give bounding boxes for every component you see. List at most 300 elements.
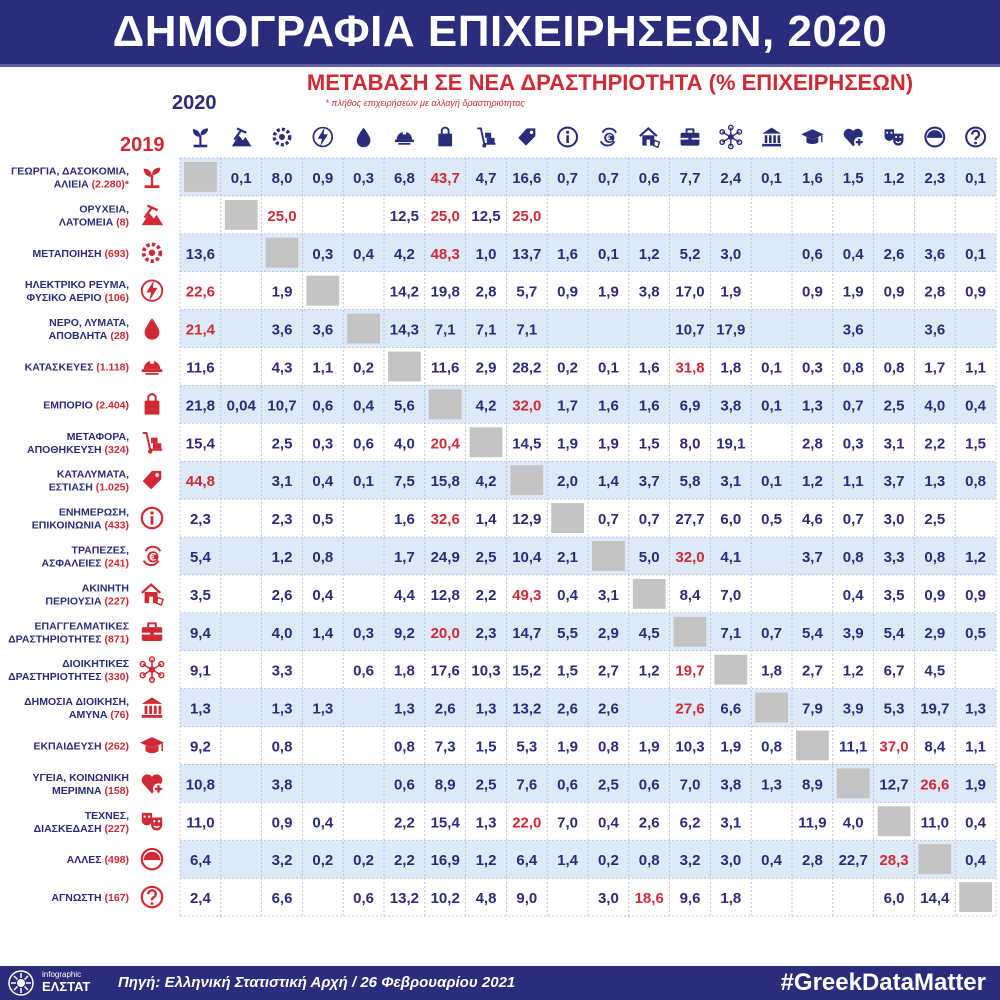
cell-value: 2,2 (393, 852, 415, 870)
row-label (59, 203, 129, 228)
cell-value: 3,8 (271, 776, 293, 794)
cell-value: 0,4 (842, 586, 864, 604)
cell-value: 5,5 (557, 624, 579, 642)
cell-value: 0,1 (761, 473, 783, 491)
cell-value: 0,8 (842, 359, 864, 377)
shopping-bag-icon (145, 394, 160, 414)
cell-value: 0,6 (557, 776, 579, 794)
cell-value: 0,2 (312, 852, 334, 870)
diagonal-cell (837, 768, 870, 798)
cell-value: 19,8 (430, 283, 460, 301)
cell-value: 2,8 (475, 283, 497, 301)
cell-value: 5,8 (679, 473, 701, 491)
cell-value: 7,5 (393, 473, 415, 491)
row-count: (262) (101, 740, 129, 753)
cell-value: 1,8 (720, 359, 742, 377)
cell-value: 3,2 (679, 852, 701, 870)
row-count: (2.280)* (88, 178, 129, 191)
cell-value: 7,1 (516, 321, 538, 339)
cell-value: 3,6 (924, 321, 946, 339)
cell-value: 0,7 (638, 511, 660, 529)
cell-value: 1,3 (312, 700, 334, 718)
cell-value: 44,8 (185, 473, 216, 491)
drop-icon (145, 318, 160, 339)
diagonal-cell (429, 389, 462, 419)
cell-value: 4,0 (393, 435, 415, 453)
cell-value: 1,9 (965, 776, 987, 794)
cell-value: 0,9 (312, 169, 334, 187)
cell-value: 27,7 (675, 511, 705, 529)
cell-value: 1,1 (965, 359, 987, 377)
diagonal-cell (918, 844, 951, 874)
cell-value: 1,5 (842, 169, 864, 187)
cell-value: 2,9 (597, 624, 619, 642)
cell-value: 0,7 (761, 624, 783, 642)
cell-value: 1,4 (597, 473, 619, 491)
cell-value: 15,2 (512, 662, 542, 680)
cell-value: 0,2 (557, 359, 579, 377)
cell-value: 9,4 (189, 624, 211, 642)
row-count: (1.025) (92, 481, 129, 494)
row-label-line: ΕΠΑΓΓΕΛΜΑΤΙΚΕΣ (34, 620, 129, 633)
cell-value: 0,8 (597, 738, 619, 756)
lightning-icon (142, 280, 162, 300)
cell-value: 11,9 (798, 814, 827, 832)
row-label-line: ΛΑΤΟΜΕΙΑ (58, 216, 114, 229)
cell-value: 5,3 (516, 738, 538, 756)
cell-value: 7,6 (516, 776, 538, 794)
diagonal-cell (551, 503, 584, 533)
cell-value: 13,7 (512, 245, 542, 263)
cell-value: 2,7 (597, 662, 619, 680)
cell-value: 1,5 (557, 662, 579, 680)
cell-value: 3,1 (271, 473, 293, 491)
row-label-line: ΦΥΣΙΚΟ ΑΕΡΙΟ (26, 292, 102, 305)
row-label (8, 658, 129, 683)
cell-value: 5,4 (189, 548, 211, 566)
cell-value: 1,6 (393, 511, 415, 529)
row-label (34, 810, 129, 835)
cell-value: 0,6 (353, 435, 375, 453)
cell-value: 1,6 (557, 245, 579, 263)
cell-value: 2,0 (557, 473, 579, 491)
network-icon (140, 657, 163, 682)
diagonal-cell (266, 238, 299, 268)
cell-value: 1,9 (597, 283, 619, 301)
row-label-line: ΔΙΟΙΚΗΤΙΚΕΣ (62, 658, 129, 671)
cell-value: 5,7 (516, 283, 538, 301)
cell-value: 3,2 (271, 852, 293, 870)
cell-value: 1,2 (883, 169, 905, 187)
source-text: Πηγή: Ελληνική Στατιστική Αρχή / 26 Φεβρουαρίου 2021 (118, 974, 516, 991)
cell-value: 0,6 (353, 890, 375, 908)
cell-value: 49,3 (512, 586, 542, 604)
cell-value: 25,0 (267, 207, 297, 225)
cell-value: 3,1 (720, 814, 742, 832)
cell-value: 32,0 (675, 548, 705, 566)
question-icon (142, 887, 162, 907)
cell-value: 14,7 (512, 624, 542, 642)
cell-value: 6,4 (516, 852, 538, 870)
row-label-line: ΑΣΦΑΛΕΙΕΣ (41, 557, 102, 570)
cell-value: 21,8 (185, 397, 216, 415)
cell-value: 0,6 (393, 776, 415, 794)
cell-value: 0,7 (842, 511, 864, 529)
cell-value: 2,3 (475, 624, 497, 642)
cell-value: 3,5 (189, 586, 211, 604)
cell-value: 3,6 (271, 321, 293, 339)
cell-value: 8,0 (679, 435, 701, 453)
cell-value: 4,2 (475, 473, 497, 491)
cell-value: 0,3 (842, 435, 864, 453)
cell-value: 2,8 (801, 435, 823, 453)
cell-value: 1,3 (189, 700, 211, 718)
network-icon (720, 125, 742, 148)
row-label-line: ΕΚΠΑΙΔΕΥΣΗ (33, 740, 102, 753)
cell-value: 20,4 (430, 435, 460, 453)
row-label-line: ΑΓΝΩΣΤΗ (51, 892, 102, 905)
cell-value: 28,2 (512, 359, 542, 377)
cell-value: 3,8 (720, 397, 742, 415)
cell-value: 3,8 (638, 283, 660, 301)
cell-value: 13,2 (389, 890, 420, 908)
cell-value: 3,9 (842, 624, 864, 642)
cell-value: 0,7 (557, 169, 579, 187)
cell-value: 0,8 (924, 548, 946, 566)
cell-value: 4,3 (271, 359, 293, 377)
cell-value: 2,6 (271, 586, 293, 604)
cell-value: 43,7 (430, 169, 460, 187)
cell-value: 20,0 (430, 624, 460, 642)
gear-icon (274, 129, 289, 144)
cell-value: 3,1 (883, 435, 905, 453)
cell-value: 3,0 (883, 511, 905, 529)
row-count: (498) (101, 854, 129, 867)
cell-value: 0,4 (312, 814, 334, 832)
cell-value: 1,3 (475, 814, 497, 832)
cell-value: 2,9 (475, 359, 497, 377)
row-count: (227) (101, 822, 129, 835)
cell-value: 8,4 (679, 586, 701, 604)
cell-value: 6,7 (883, 662, 905, 680)
hashtag: #GreekDataMatter (780, 969, 986, 996)
cell-value: 19,1 (716, 435, 746, 453)
cell-value: 1,1 (312, 359, 334, 377)
cell-value: 1,2 (475, 852, 497, 870)
row-label (24, 696, 129, 721)
cell-value: 19,7 (920, 700, 950, 718)
cell-value: 7,0 (720, 586, 742, 604)
cell-value: 0,9 (965, 283, 987, 301)
cell-value: 37,0 (879, 738, 909, 756)
cell-value: 1,3 (393, 700, 415, 718)
row-label (45, 582, 129, 607)
cell-value: 6,0 (883, 890, 905, 908)
row-label-line: ΕΠΙΚΟΙΝΩΝΙΑ (31, 519, 102, 532)
footer-bar (0, 966, 1000, 1000)
cell-value: 2,3 (924, 169, 946, 187)
row-label-line: ΕΝΗΜΕΡΩΣΗ, (58, 506, 129, 519)
cell-value: 0,7 (842, 397, 864, 415)
cell-value: 7,3 (434, 738, 456, 756)
government-building-icon (142, 697, 162, 717)
cell-value: 1,9 (271, 283, 293, 301)
row-label-line: ΚΑΤΑΛΥΜΑΤΑ, (56, 468, 129, 481)
row-count: (871) (101, 633, 129, 646)
cell-value: 14,3 (389, 321, 420, 339)
row-label (43, 399, 129, 411)
cell-value: 2,2 (924, 435, 946, 453)
cell-value: 2,5 (597, 776, 619, 794)
elstat-logo-icon (8, 970, 34, 996)
cell-value: 1,0 (475, 245, 497, 263)
cell-value: 9,0 (516, 890, 538, 908)
row-label (32, 248, 129, 260)
cell-value: 17,6 (430, 662, 460, 680)
row-label (25, 279, 129, 304)
row-label-line: ΜΕΤΑΠΟΙΗΣΗ (32, 247, 102, 260)
cell-value: 5,3 (883, 700, 905, 718)
cell-value: 9,2 (393, 624, 415, 642)
theater-masks-icon (885, 129, 904, 145)
cell-value: 3,3 (271, 662, 293, 680)
cell-value: 0,4 (842, 245, 864, 263)
cell-value: 1,9 (557, 738, 579, 756)
cell-value: 1,5 (965, 435, 987, 453)
graduation-cap-icon (801, 129, 823, 144)
cell-value: 2,6 (638, 814, 660, 832)
cell-value: 1,3 (801, 397, 823, 415)
row-label-line: ΑΚΙΝΗΤΗ (81, 582, 129, 595)
cell-value: 3,9 (842, 700, 864, 718)
cell-value: 13,2 (512, 700, 542, 718)
cell-value: 19,7 (675, 662, 705, 680)
mining-icon (232, 128, 252, 146)
row-label-line: ΕΜΠΟΡΙΟ (43, 399, 93, 412)
cell-value: 0,1 (761, 397, 783, 415)
cell-value: 0,3 (312, 435, 334, 453)
cell-value: 0,8 (271, 738, 293, 756)
cell-value: 0,9 (965, 586, 987, 604)
row-count: (2.404) (92, 399, 129, 412)
cell-value: 10,4 (512, 548, 542, 566)
cell-value: 3,1 (720, 473, 742, 491)
page-title: ΔΗΜΟΓΡΑΦΙΑ ΕΠΙΧΕΙΡΗΣΕΩΝ, 2020 (112, 7, 888, 56)
cell-value: 24,9 (430, 548, 460, 566)
cell-value: 4,2 (475, 397, 497, 415)
cell-value: 15,4 (185, 435, 216, 453)
row-label (49, 469, 129, 494)
cell-value: 15,4 (430, 814, 460, 832)
plant-icon (144, 168, 161, 188)
house-tag-icon (142, 585, 163, 605)
cell-value: 7,7 (679, 169, 701, 187)
row-label-line: ΔΙΑΣΚΕΔΑΣΗ (33, 822, 102, 835)
cell-value: 1,7 (924, 359, 946, 377)
helmet-icon (142, 358, 162, 374)
diagonal-cell (184, 162, 217, 192)
cell-value: 0,8 (761, 738, 783, 756)
cell-value: 2,5 (475, 776, 497, 794)
cell-value: 1,2 (638, 662, 660, 680)
row-label-line: ΤΕΧΝΕΣ, (84, 809, 129, 822)
brand-name: ΕΛΣΤΑΤ (42, 979, 91, 994)
cell-value: 0,3 (312, 245, 334, 263)
cell-value: 10,7 (267, 397, 297, 415)
cell-value: 9,1 (189, 662, 211, 680)
cell-value: 6,6 (271, 890, 293, 908)
cell-value: 2,4 (720, 169, 742, 187)
cell-value: 1,7 (393, 548, 415, 566)
cell-value: 2,2 (475, 586, 497, 604)
cell-value: 1,5 (638, 435, 660, 453)
cell-value: 16,9 (430, 852, 460, 870)
cell-value: 6,2 (679, 814, 701, 832)
cell-value: 0,6 (312, 397, 334, 415)
cell-value: 1,6 (638, 359, 660, 377)
cell-value: 2,9 (924, 624, 946, 642)
cell-value: 6,9 (679, 397, 701, 415)
cell-value: 1,2 (965, 548, 987, 566)
diagonal-cell (796, 731, 829, 761)
cell-value: 1,8 (761, 662, 783, 680)
cell-value: 1,2 (271, 548, 293, 566)
cell-value: 22,7 (838, 852, 868, 870)
row-count: (433) (101, 519, 129, 532)
cell-value: 7,0 (557, 814, 579, 832)
cell-value: 8,9 (434, 776, 456, 794)
cell-value: 0,5 (312, 511, 334, 529)
cell-value: 1,1 (965, 738, 987, 756)
row-label (8, 620, 129, 645)
cell-value: 0,5 (761, 511, 783, 529)
row-label-line: ΑΜΥΝΑ (68, 709, 108, 722)
cell-value: 0,1 (597, 359, 619, 377)
cell-value: 0,4 (965, 852, 987, 870)
house-tag-icon (640, 128, 660, 147)
cell-value: 0,4 (312, 473, 334, 491)
cell-value: 11,6 (431, 359, 460, 377)
cell-value: 0,3 (353, 624, 375, 642)
row-label (32, 772, 129, 797)
cell-value: 1,3 (271, 700, 293, 718)
diagonal-cell (674, 617, 707, 647)
cell-value: 4,0 (271, 624, 293, 642)
diagonal-cell (714, 655, 747, 685)
diagonal-cell (959, 882, 992, 912)
footnote: * πλήθος επιχειρήσεων με αλλαγή δραστηριότητας (325, 98, 525, 108)
cell-value: 12,8 (430, 586, 460, 604)
diagonal-cell (878, 806, 911, 836)
cell-value: 0,2 (353, 852, 375, 870)
row-count: (76) (107, 709, 129, 722)
row-count: (158) (101, 784, 129, 797)
cell-value: 11,0 (920, 814, 949, 832)
row-count: (28) (107, 330, 129, 343)
cell-value: 4,5 (924, 662, 946, 680)
cell-value: 0,9 (883, 283, 905, 301)
diagonal-cell (755, 693, 788, 723)
half-circle-icon (142, 849, 162, 869)
cell-value: 4,5 (638, 624, 660, 642)
cell-value: 0,4 (761, 852, 783, 870)
cell-value: 18,6 (634, 890, 664, 908)
row-label-line: ΟΡΥΧΕΙΑ, (79, 203, 129, 216)
row-count: (167) (101, 892, 129, 905)
cell-value: 2,4 (189, 890, 211, 908)
hand-truck-icon (143, 433, 163, 454)
cell-value: 0,9 (557, 283, 579, 301)
cell-value: 11,0 (186, 814, 215, 832)
cell-value: 9,6 (679, 890, 701, 908)
cell-value: 13,6 (185, 245, 216, 263)
row-label-line: ΑΛΛΕΣ (66, 854, 102, 867)
heart-cross-icon (142, 774, 164, 794)
cell-value: 0,04 (226, 397, 256, 415)
cell-value: 1,7 (557, 397, 579, 415)
cell-value: 0,2 (597, 852, 619, 870)
cell-value: 0,4 (557, 586, 579, 604)
cell-value: 7,9 (801, 700, 823, 718)
row-label (27, 431, 129, 456)
cell-value: 1,2 (638, 245, 660, 263)
cell-value: 2,7 (801, 662, 823, 680)
key-tag-icon (143, 471, 162, 490)
cell-value: 0,4 (353, 397, 375, 415)
cell-value: 4,0 (842, 814, 864, 832)
cell-value: 3,6 (924, 245, 946, 263)
cell-value: 1,9 (597, 435, 619, 453)
row-label (33, 740, 129, 752)
cell-value: 16,6 (512, 169, 542, 187)
cell-value: 2,8 (924, 283, 946, 301)
plant-icon (193, 128, 208, 147)
row-label-line: ΔΗΜΟΣΙΑ ΔΙΟΙΚΗΣΗ, (24, 696, 129, 709)
cell-value: 15,8 (430, 473, 460, 491)
cell-value: 3,0 (720, 245, 742, 263)
diagonal-cell (347, 314, 380, 344)
row-label-line: ΕΣΤΙΑΣΗ (48, 481, 93, 494)
cell-value: 0,1 (761, 359, 783, 377)
cell-value: 17,0 (675, 283, 705, 301)
cell-value: 7,1 (434, 321, 456, 339)
column-year-label: 2020 (172, 92, 217, 114)
cell-value: 1,1 (842, 473, 864, 491)
cell-value: 11,6 (186, 359, 215, 377)
diagonal-cell (388, 352, 421, 382)
cell-value: 25,0 (512, 207, 542, 225)
cell-value: 1,9 (720, 283, 742, 301)
cell-value: 12,7 (879, 776, 909, 794)
cell-value: 2,6 (557, 700, 579, 718)
cell-value: 4,2 (393, 245, 415, 263)
diagonal-cell (225, 200, 258, 230)
cell-value: 2,2 (393, 814, 415, 832)
briefcase-icon (142, 623, 162, 641)
cell-value: 9,2 (189, 738, 211, 756)
cell-value: 5,2 (679, 245, 701, 263)
row-label-line: ΗΛΕΚΤΡΙΚΟ ΡΕΥΜΑ, (25, 279, 129, 292)
cell-value: 14,5 (512, 435, 542, 453)
cell-value: 10,3 (675, 738, 705, 756)
cell-value: 0,6 (638, 776, 660, 794)
row-label-line: ΑΠΟΒΛΗΤΑ (48, 330, 108, 343)
cell-value: 17,9 (716, 321, 746, 339)
cell-value: 5,6 (393, 397, 415, 415)
row-label (32, 507, 129, 532)
cell-value: 4,4 (393, 586, 415, 604)
cell-value: 0,4 (597, 814, 619, 832)
